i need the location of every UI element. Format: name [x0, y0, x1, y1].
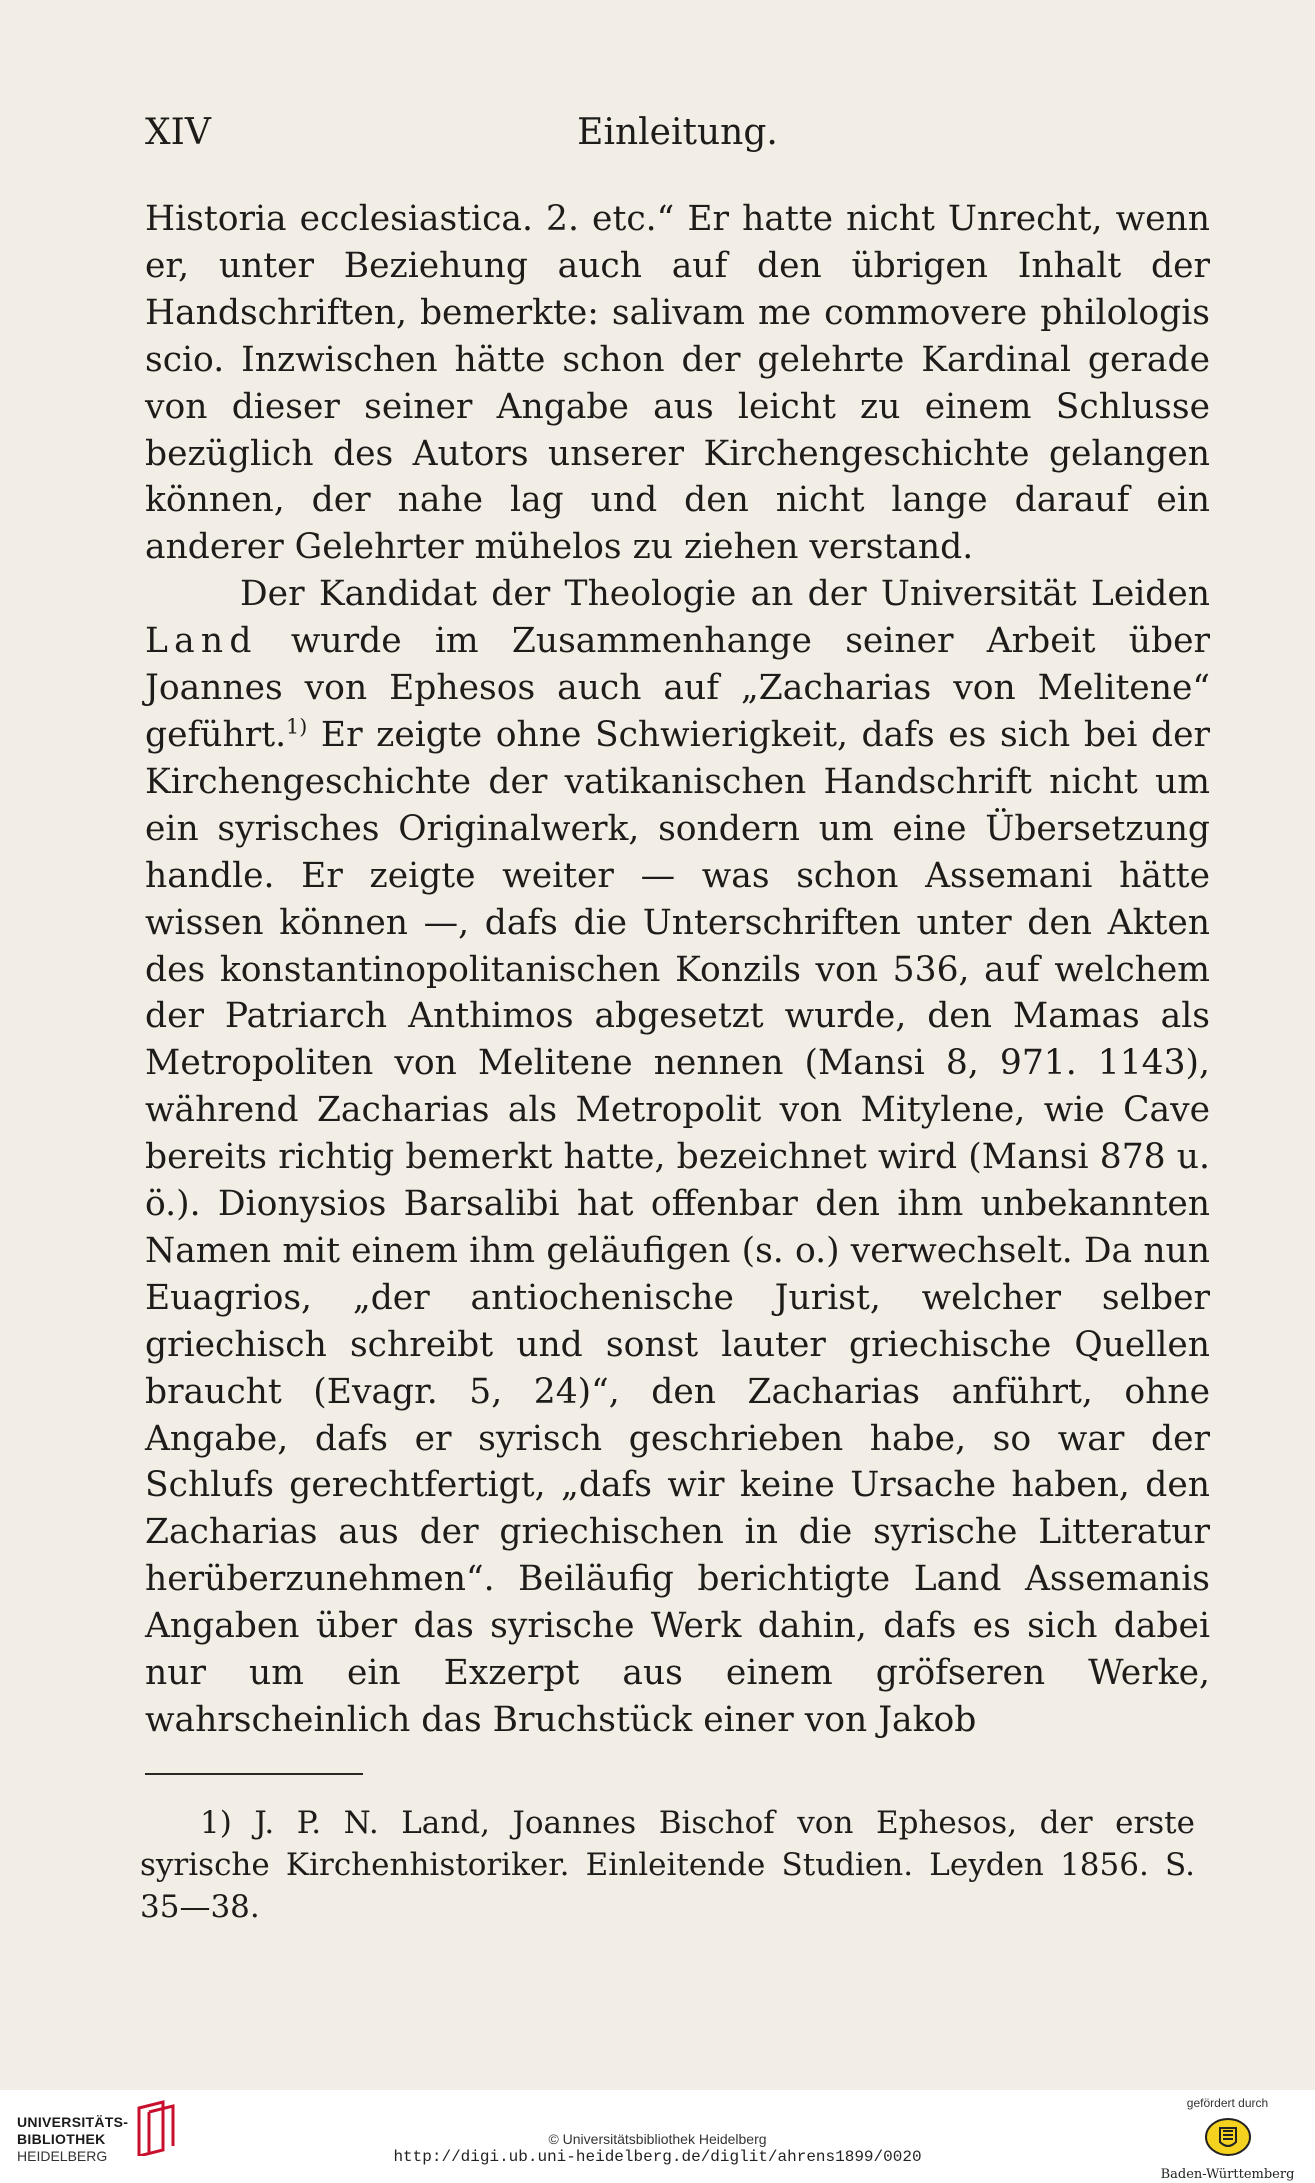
paragraph-2-middle: wurde im Zusammenhange seiner Arbeit über Joannes von Ephesos auch auf „Zacharias von Melitene“ geführt.: [145, 621, 1211, 755]
funder-label: gefördert durch: [1186, 2096, 1269, 2110]
paragraph-2-start: Der Kandidat der Theologie an der Universität Leiden: [240, 574, 1210, 615]
footnote-rule: [145, 1773, 363, 1775]
footnote-text: J. P. N. Land, Joannes Bischof von Ephesos, der erste syrische Kirchenhistoriker. Einleitende Studien. Leyden 1856. S. 35—38.: [140, 1805, 1195, 1925]
permalink-url[interactable]: http://digi.ub.uni-heidelberg.de/diglit/ahrens1899/0020: [393, 2148, 922, 2166]
footnote: [140, 1802, 1195, 1928]
paragraph-1: Historia ecclesiastica. 2. etc.“ Er hatte nicht Unrecht, wenn er, unter Beziehung auch auf den übrigen Inhalt der Handschriften, bemerkte: salivam me commovere philologis scio. Inzwischen hätte schon der gelehrte Kardinal gerade von dieser seiner Angabe aus leicht zu einem Schlusse bezüglich des Autors unserer Kirchengeschichte gelangen können, der nahe lag und den nicht lange darauf ein anderer Gelehrter mühelos zu ziehen verstand.: [145, 199, 1210, 568]
library-name-line1: UNIVERSITÄTS-: [17, 2114, 129, 2130]
body-text: [145, 196, 1210, 1744]
paragraph-2: [145, 571, 1210, 1744]
funder-block: [1150, 2096, 1305, 2182]
running-title: Einleitung.: [577, 112, 778, 153]
page-number: XIV: [145, 112, 211, 153]
footnote-reference[interactable]: 1): [286, 714, 308, 739]
library-name-line2: BIBLIOTHEK: [17, 2131, 106, 2147]
digitization-footer: [0, 2090, 1315, 2183]
running-head: [145, 112, 1210, 164]
library-name-line3: HEIDELBERG: [17, 2148, 108, 2164]
author-name-land: Land: [145, 621, 258, 662]
coat-of-arms-icon: [1203, 2116, 1253, 2158]
footnote-marker: 1): [200, 1805, 232, 1841]
copyright-notice: © Universitätsbibliothek Heidelberg: [548, 2131, 767, 2147]
paragraph-2-end: Er zeigte ohne Schwierigkeit, dafs es sich bei der Kirchengeschichte der vatikanischen Handschrift nicht um ein syrisches Originalwerk, sondern um eine Übersetzung handle. Er zeigte weiter — was schon Assemani hätte wissen können —, dafs die Unterschriften unter den Akten des konstantinopolitanischen Konzils von 536, auf welchem der Patriarch Anthimos abgesetzt wurde, den Mamas als Metropoliten von Melitene nennen (Mansi 8, 971. 1143), während Zacharias als Metropolit von Mitylene, wie Cave bereits richtig bemerkt hatte, bezeichnet wird (Mansi 878 u. ö.). Dionysios Barsalibi hat offenbar den ihm unbekannten Namen mit einem ihm geläufigen (s. o.) verwechselt. Da nun Euagrios, „der antiochenische Jurist, welcher selber griechisch schreibt und sonst lauter griechische Quellen braucht (Evagr. 5, 24)“, den Zacharias anführt, ohne Angabe, dafs er syrisch geschrieben habe, so war der Schlufs gerechtfertigt, „dafs wir keine Ursache haben, den Zacharias aus der griechischen in die syrische Litteratur herüberzunehmen“. Beiläufig berichtigte Land Assemanis Angaben über das syrische Werk dahin, dafs es sich dabei nur um ein Exzerpt aus einem gröfseren Werke, wahrscheinlich das Bruchstück einer von Jakob: [145, 714, 1210, 1740]
funder-name: Baden-Württemberg: [1160, 2167, 1295, 2182]
